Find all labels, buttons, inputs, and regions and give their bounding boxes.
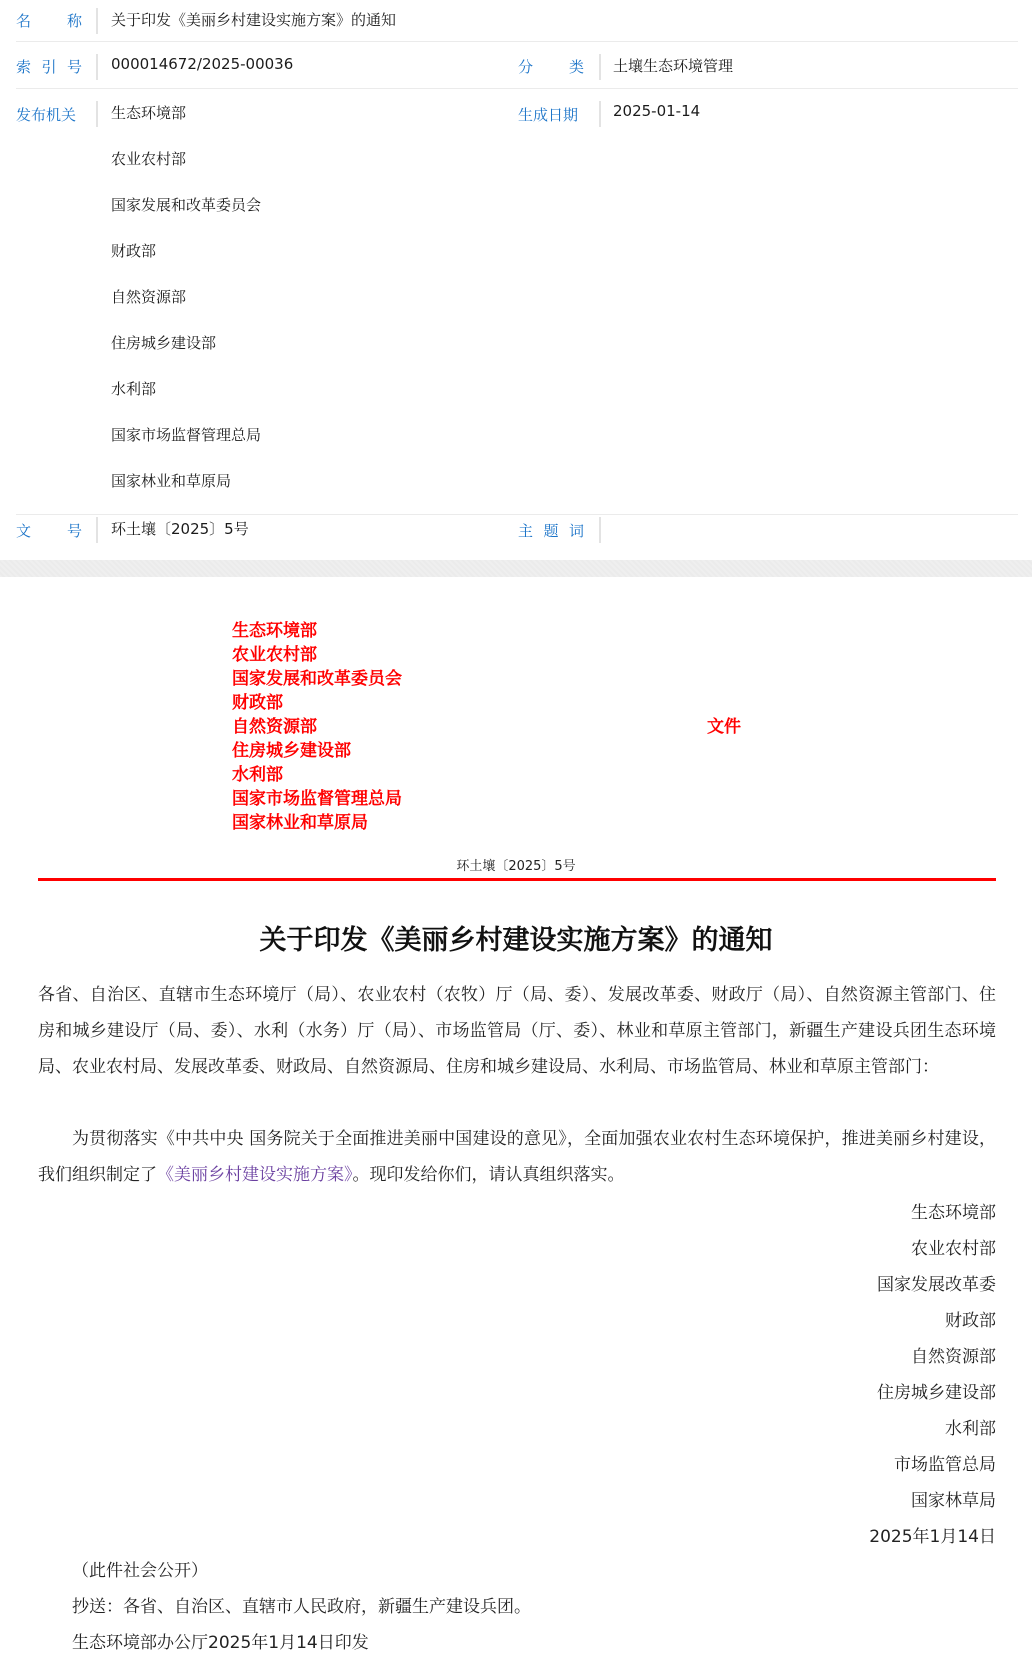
red-header-org: 国家市场监督管理总局: [232, 789, 402, 809]
meta-label-category: 分 类: [518, 58, 584, 76]
signatory: 农业农村部: [911, 1239, 996, 1259]
meta-row-name: [16, 0, 1018, 42]
meta-separator: [96, 517, 98, 543]
signatory: 水利部: [945, 1419, 996, 1439]
addressees-paragraph: 各省、自治区、直辖市生态环境厅（局）、农业农村（农牧）厅（局、委）、发展改革委、财政厅（局）、自然资源主管部门、住房和城乡建设厅（局、委）、水利（水务）厅（局）、市场监管局（厅、委）、林业和草原主管部门，新疆生产建设兵团生态环境局、农业农村局、发展改革委、财政局、自然资源局、住房和城乡建设局、水利局、市场监管局、林业和草原主管部门：: [38, 985, 996, 1077]
meta-label-keywords: 主 题 词: [518, 522, 584, 540]
issuer-item: 国家市场监督管理总局: [111, 426, 262, 444]
issuer-item: 农业农村部: [111, 150, 187, 168]
red-header-org: 生态环境部: [232, 621, 317, 641]
meta-row-doc-no: [16, 515, 1018, 560]
red-header-org: 国家发展和改革委员会: [232, 669, 402, 689]
issuer-list: [111, 101, 261, 515]
meta-value-index-no: 000014672/2025-00036: [111, 55, 294, 73]
red-header-org: 国家林业和草原局: [232, 813, 368, 833]
issuer-item: 财政部: [111, 242, 157, 260]
issuer-item: 国家发展和改革委员会: [111, 196, 262, 214]
meta-label-index-no: 索 引 号: [16, 58, 82, 76]
document-number: 环土壤〔2025〕5号: [456, 859, 576, 874]
sign-date: 2025年1月14日: [869, 1527, 996, 1547]
meta-label-date: 生成日期: [518, 106, 579, 124]
issuer-item: 国家林业和草原局: [111, 472, 232, 490]
cc-line: 抄送：各省、自治区、直辖市人民政府，新疆生产建设兵团。: [72, 1597, 531, 1617]
issuer-item: 自然资源部: [111, 288, 187, 306]
body-paragraph: 为贯彻落实《中共中央 国务院关于全面推进美丽中国建设的意见》，全面加强农业农村生态环境保护，推进美丽乡村建设，我们组织制定了《美丽乡村建设实施方案》。现印发给你们，请认真组织落实。: [38, 1129, 996, 1185]
red-header-org: 水利部: [232, 765, 283, 785]
meta-separator: [96, 54, 98, 80]
meta-value-category: 土壤生态环境管理: [613, 57, 734, 75]
red-rule-divider: [38, 878, 996, 881]
meta-value-doc-no: 环土壤〔2025〕5号: [111, 520, 249, 538]
red-header-org: 自然资源部: [232, 717, 317, 737]
signatory: 国家林草局: [911, 1491, 996, 1511]
document-footer: [72, 1553, 531, 1661]
red-header-orgs: [232, 619, 402, 835]
meta-row-index: [16, 42, 1018, 89]
signatory: 自然资源部: [911, 1347, 996, 1367]
document-title: 关于印发《美丽乡村建设实施方案》的通知: [259, 925, 773, 956]
signatory: 住房城乡建设部: [877, 1383, 996, 1403]
meta-separator: [96, 8, 98, 34]
meta-separator: [599, 101, 601, 127]
meta-separator: [96, 101, 98, 127]
red-header-org: 住房城乡建设部: [232, 741, 351, 761]
signatory: 国家发展改革委: [877, 1275, 996, 1295]
signatory: 生态环境部: [911, 1203, 996, 1223]
red-header-org: 农业农村部: [232, 645, 317, 665]
printed-by: 生态环境部办公厅2025年1月14日印发: [72, 1633, 369, 1653]
issuer-item: 生态环境部: [111, 104, 187, 122]
red-header-org: 财政部: [232, 693, 283, 713]
issuer-item: 水利部: [111, 380, 157, 398]
meta-value-date: 2025-01-14: [613, 102, 701, 120]
meta-label-issuer: 发布机关: [16, 106, 77, 124]
section-divider: [0, 560, 1032, 577]
red-header-suffix: 文件: [707, 717, 741, 737]
plan-link[interactable]: 《美丽乡村建设实施方案》: [157, 1165, 353, 1185]
signatory: 市场监管总局: [894, 1455, 996, 1475]
meta-separator: [599, 517, 601, 543]
signature-block: [869, 1195, 996, 1555]
public-note: （此件社会公开）: [72, 1561, 208, 1581]
meta-separator: [599, 54, 601, 80]
meta-label-name: 名 称: [16, 12, 82, 30]
signatory: 财政部: [945, 1311, 996, 1331]
issuer-item: 住房城乡建设部: [111, 334, 217, 352]
meta-value-name: 关于印发《美丽乡村建设实施方案》的通知: [111, 11, 397, 29]
meta-label-doc-no: 文 号: [16, 522, 82, 540]
